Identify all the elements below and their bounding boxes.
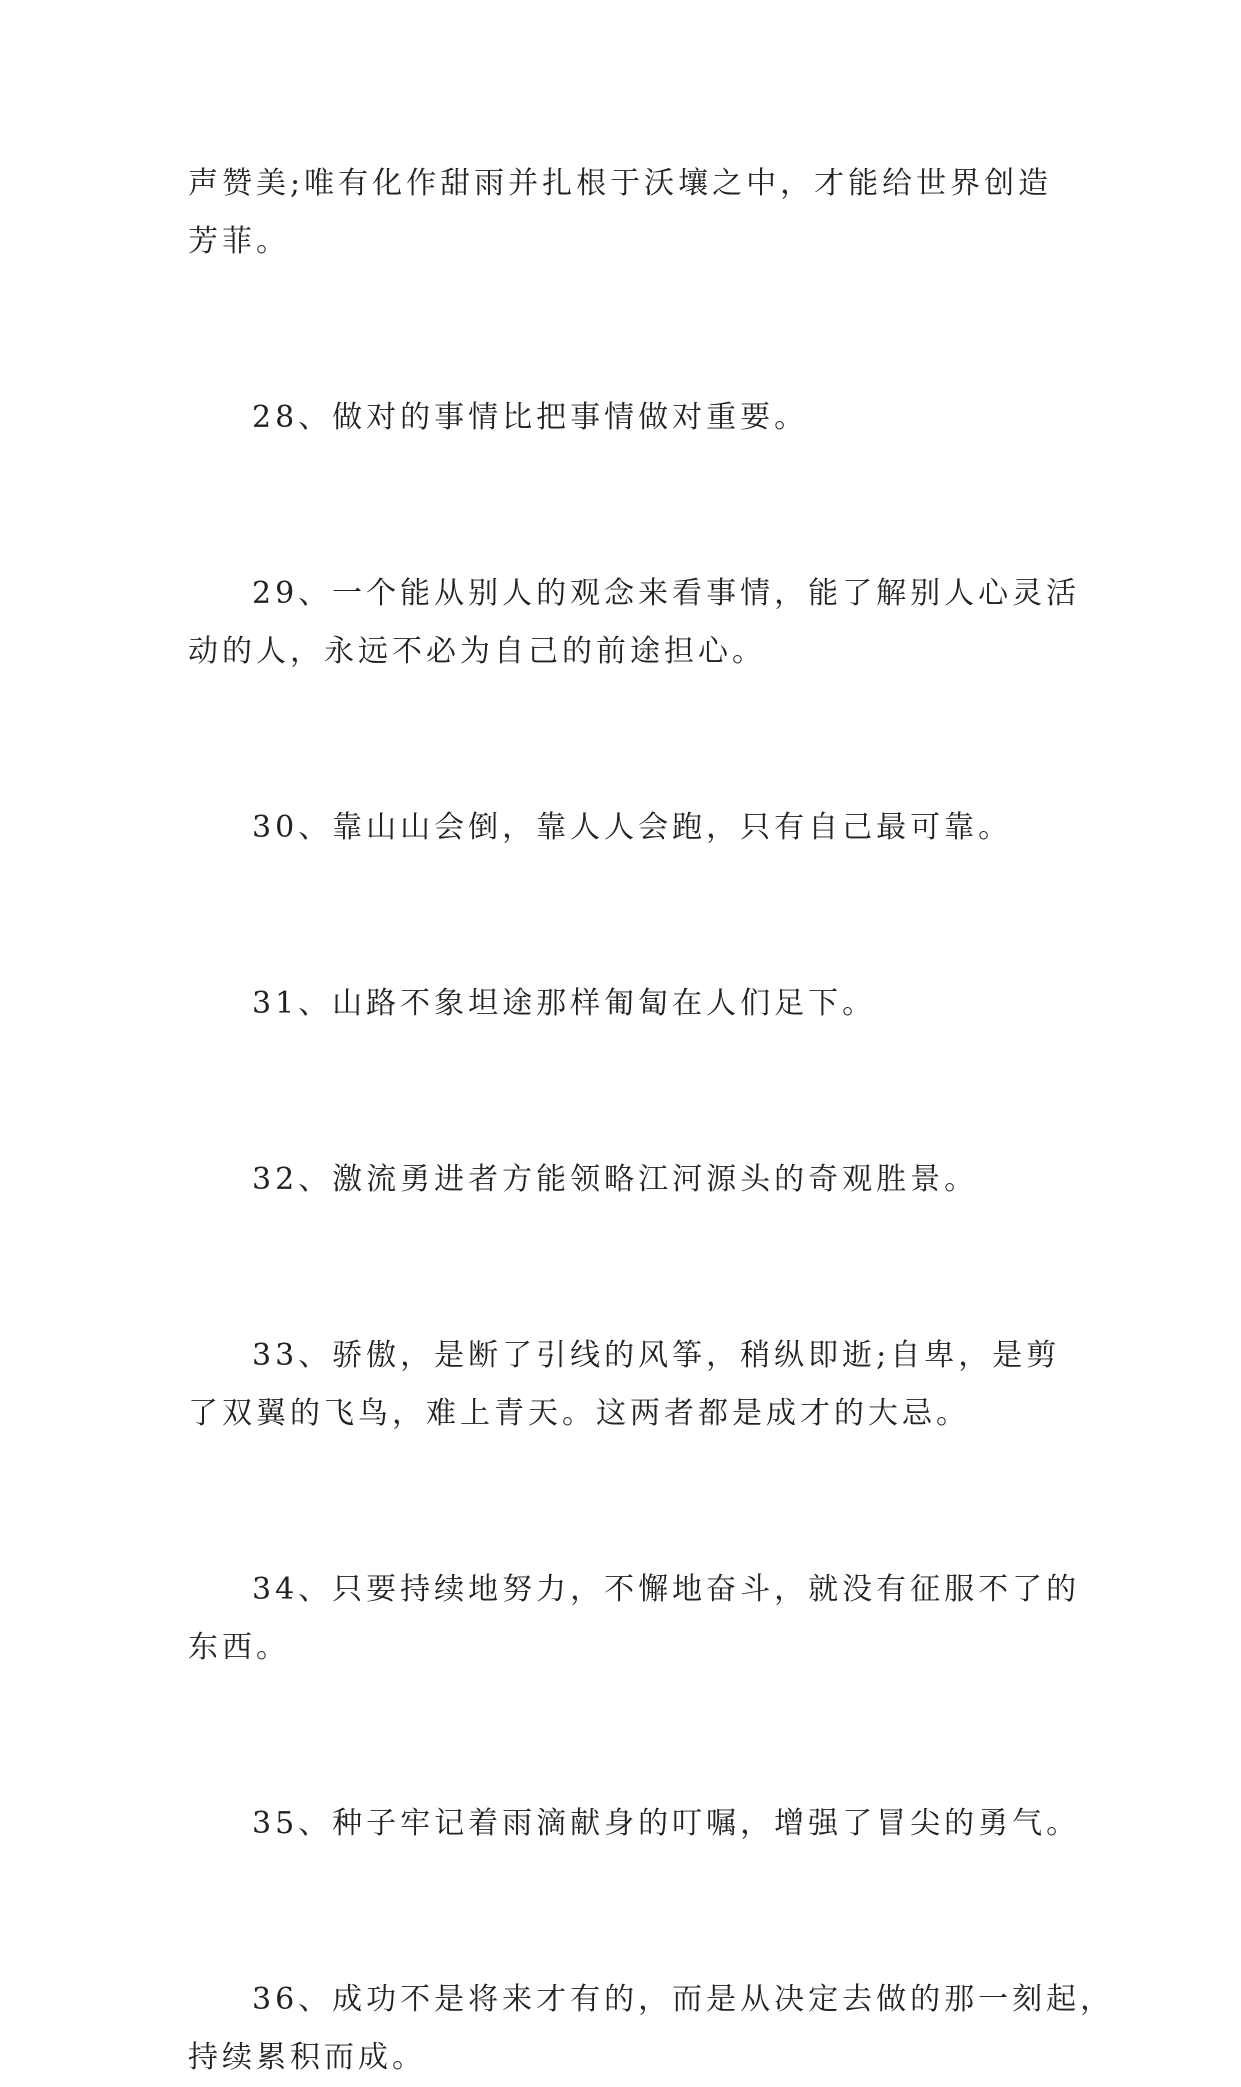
paragraph-line: 29、一个能从别人的观念来看事情，能了解别人心灵活	[252, 576, 1081, 611]
paragraph-line: 30、靠山山会倒，靠人人会跑，只有自己最可靠。	[252, 810, 1013, 845]
paragraph-line: 34、只要持续地努力，不懈地奋斗，就没有征服不了的	[252, 1572, 1081, 1607]
paragraph-27-continued	[188, 155, 1058, 271]
paragraph-35	[188, 1795, 1081, 1853]
paragraph-line: 33、骄傲，是断了引线的风筝，稍纵即逝;自卑，是剪	[252, 1338, 1061, 1373]
paragraph-line: 35、种子牢记着雨滴献身的叮嘱，增强了冒尖的勇气。	[252, 1806, 1081, 1841]
paragraph-line: 了双翼的飞鸟，难上青天。这两者都是成才的大忌。	[188, 1396, 970, 1431]
paragraph-32	[188, 1151, 1058, 1209]
paragraph-line: 芳菲。	[188, 224, 290, 259]
paragraph-line: 持续累积而成。	[188, 2040, 426, 2075]
paragraph-29	[188, 565, 1081, 681]
paragraph-30	[188, 799, 1058, 857]
paragraph-line: 东西。	[188, 1630, 290, 1665]
paragraph-28	[188, 389, 1058, 447]
paragraph-36	[188, 1971, 1115, 2087]
paragraph-line: 声赞美;唯有化作甜雨并扎根于沃壤之中，才能给世界创造	[188, 166, 1053, 201]
paragraph-34	[188, 1561, 1081, 1677]
paragraph-line: 动的人，永远不必为自己的前途担心。	[188, 634, 766, 669]
paragraph-line: 32、激流勇进者方能领略江河源头的奇观胜景。	[252, 1162, 979, 1197]
paragraph-31	[188, 975, 1058, 1033]
document-body	[188, 155, 1115, 2087]
paragraph-line: 36、成功不是将来才有的，而是从决定去做的那一刻起，	[252, 1982, 1115, 2017]
paragraph-line: 31、山路不象坦途那样匍匐在人们足下。	[252, 986, 877, 1021]
paragraph-33	[188, 1327, 1061, 1443]
paragraph-line: 28、做对的事情比把事情做对重要。	[252, 400, 809, 435]
